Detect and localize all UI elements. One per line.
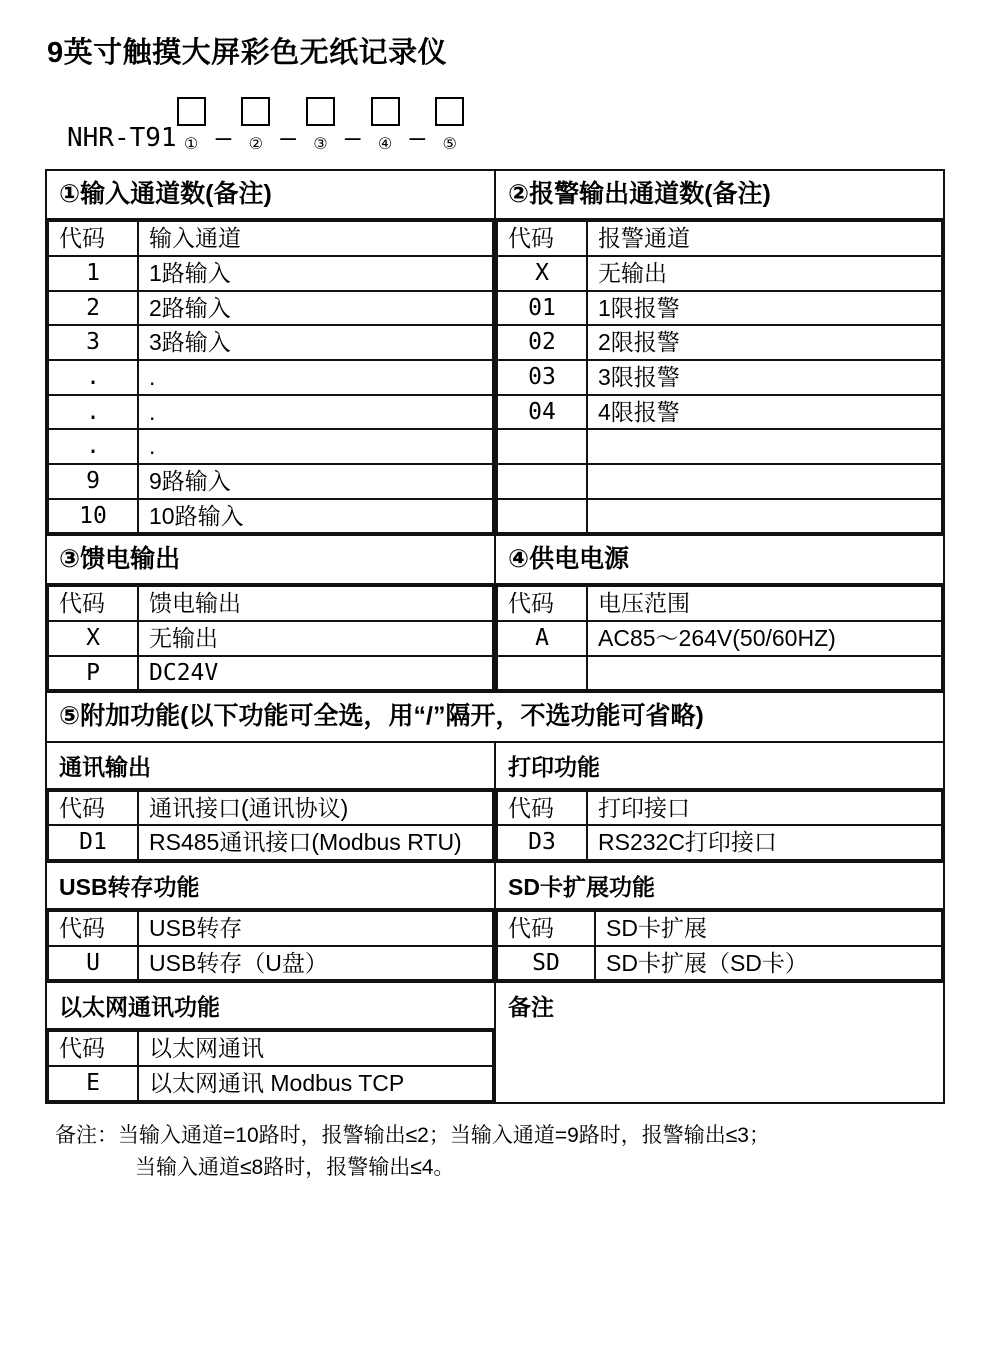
dash-3: —: [344, 123, 361, 153]
cell-usb-list: [46, 909, 495, 982]
row-desc: 以太网通讯 Modbus TCP: [138, 1066, 493, 1101]
code-group-4: [371, 97, 400, 153]
table-row: [497, 360, 942, 395]
section-heading-feed: ③馈电输出: [59, 545, 181, 574]
row-code: 2: [48, 291, 138, 326]
table-row: [48, 621, 493, 656]
table-row: [46, 909, 944, 982]
row-code: D3: [497, 825, 587, 860]
subsection-title-print: 打印功能: [508, 753, 600, 780]
row-desc: .: [138, 429, 493, 464]
table-row: [48, 1031, 493, 1066]
row-desc: AC85～264V(50/60HZ): [587, 621, 942, 656]
table-row: [497, 429, 942, 464]
row-desc: RS232C打印接口: [587, 825, 942, 860]
cell-print-list: [495, 789, 944, 862]
table-row: [48, 291, 493, 326]
subsection-title-comm: 通讯输出: [59, 753, 151, 780]
row-code: .: [48, 429, 138, 464]
code-box-1[interactable]: [177, 97, 206, 126]
section-heading-alarm: ②报警输出通道数(备注): [508, 180, 771, 208]
subsection-title-ethernet: 以太网通讯功能: [59, 994, 220, 1021]
subsection-title-sd: SD卡扩展功能: [508, 873, 655, 900]
header-desc: 以太网通讯: [138, 1031, 493, 1066]
table-row: [497, 464, 942, 499]
table-row: [497, 499, 942, 534]
cell-sd-title: [495, 862, 944, 909]
table-row: [48, 395, 493, 430]
cell-feed-heading: [46, 535, 495, 584]
table-row: [497, 825, 942, 860]
cell-print-title: [495, 742, 944, 789]
subsection-title-remark: 备注: [508, 994, 554, 1021]
row-code: 3: [48, 325, 138, 360]
header-code: 代码: [497, 221, 587, 256]
sd-table: [496, 910, 943, 981]
header-code: 代码: [497, 911, 595, 946]
cell-alarm-heading: [495, 170, 944, 219]
header-desc: 电压范围: [587, 586, 942, 621]
table-row: [48, 586, 493, 621]
code-marker-2: ②: [248, 134, 263, 153]
row-code: 04: [497, 395, 587, 430]
table-row: [46, 982, 944, 1029]
row-code: 01: [497, 291, 587, 326]
cell-comm-list: [46, 789, 495, 862]
section-heading-extra: ⑤附加功能(以下功能可全选，用“/”隔开，不选功能可省略): [59, 702, 704, 731]
section-heading-power: ④供电电源: [508, 545, 630, 574]
header-desc: 输入通道: [138, 221, 493, 256]
page-title: 9英寸触摸大屏彩色无纸记录仪: [47, 37, 448, 69]
table-row: [48, 256, 493, 291]
row-code: 02: [497, 325, 587, 360]
table-row: [497, 946, 942, 981]
table-row: [497, 256, 942, 291]
table-row: [46, 219, 944, 535]
cell-power-heading: [495, 535, 944, 584]
table-row: [497, 221, 942, 256]
code-box-3[interactable]: [306, 97, 335, 126]
table-row: [497, 586, 942, 621]
row-desc: 9路输入: [138, 464, 493, 499]
row-desc: SD卡扩展（SD卡）: [595, 946, 942, 981]
row-code: SD: [497, 946, 595, 981]
footnote-line-1: 备注：当输入通道=10路时，报警输出≤2；当输入通道=9路时，报警输出≤3；: [55, 1123, 770, 1147]
table-row: [497, 325, 942, 360]
table-row: [497, 395, 942, 430]
cell-remark: [495, 982, 944, 1102]
print-table: [496, 790, 943, 861]
row-desc: RS485通讯接口(Modbus RTU): [138, 825, 493, 860]
table-row: [48, 911, 493, 946]
comm-table: [47, 790, 494, 861]
footnote-line-2: 当输入通道≤8路时，报警输出≤4。: [135, 1156, 455, 1180]
row-desc: 1路输入: [138, 256, 493, 291]
footnote: [45, 1120, 945, 1185]
row-desc: 1限报警: [587, 291, 942, 326]
table-row: [48, 221, 493, 256]
feed-output-table: [47, 585, 494, 691]
cell-input-heading: [46, 170, 495, 219]
header-code: 代码: [48, 586, 138, 621]
row-desc: 无输出: [138, 621, 493, 656]
row-code: .: [48, 360, 138, 395]
model-prefix: NHR-T91: [67, 123, 177, 153]
input-channel-table: [47, 220, 494, 534]
cell-usb-title: [46, 862, 495, 909]
row-desc: .: [138, 360, 493, 395]
power-supply-table: [496, 585, 943, 691]
header-code: 代码: [48, 1031, 138, 1066]
cell-sd-list: [495, 909, 944, 982]
section-heading-input: ①输入通道数(备注): [59, 180, 272, 208]
table-row: [46, 170, 944, 219]
code-marker-5: ⑤: [442, 134, 457, 153]
table-row: [48, 499, 493, 534]
row-desc: 2路输入: [138, 291, 493, 326]
table-row: [48, 946, 493, 981]
table-row: [48, 464, 493, 499]
header-desc: 通讯接口(通讯协议): [138, 791, 493, 826]
code-box-2[interactable]: [241, 97, 270, 126]
table-row: [48, 791, 493, 826]
cell-comm-title: [46, 742, 495, 789]
table-row: [497, 791, 942, 826]
table-row: [48, 1066, 493, 1101]
header-desc: SD卡扩展: [595, 911, 942, 946]
row-code: 1: [48, 256, 138, 291]
header-code: 代码: [48, 911, 138, 946]
subsection-title-usb: USB转存功能: [59, 873, 200, 900]
table-row: [48, 429, 493, 464]
row-code: P: [48, 656, 138, 691]
dash-1: —: [215, 123, 232, 153]
cell-ethernet-list: [46, 1029, 495, 1102]
header-code: 代码: [48, 221, 138, 256]
cell-extra-heading: [46, 692, 944, 741]
table-row: [46, 584, 944, 692]
table-row: [497, 621, 942, 656]
code-box-4[interactable]: [371, 97, 400, 126]
cell-power-list: [495, 584, 944, 692]
row-desc: 无输出: [587, 256, 942, 291]
spec-table: [45, 169, 945, 1104]
code-group-5: [435, 97, 464, 153]
code-group-2: [241, 97, 270, 153]
row-code: D1: [48, 825, 138, 860]
cell-ethernet-title: [46, 982, 495, 1029]
row-desc: 3限报警: [587, 360, 942, 395]
ethernet-table: [47, 1030, 494, 1101]
header-code: 代码: [497, 586, 587, 621]
table-row: [497, 291, 942, 326]
table-row: [48, 360, 493, 395]
header-desc: 报警通道: [587, 221, 942, 256]
header-code: 代码: [48, 791, 138, 826]
table-row: [46, 535, 944, 584]
row-desc: 2限报警: [587, 325, 942, 360]
table-row: [48, 825, 493, 860]
header-desc: USB转存: [138, 911, 493, 946]
table-row: [46, 862, 944, 909]
header-desc: 打印接口: [587, 791, 942, 826]
row-code: 10: [48, 499, 138, 534]
cell-input-list: [46, 219, 495, 535]
model-code-row: [45, 97, 945, 153]
table-row: [46, 789, 944, 862]
table-row: [497, 656, 942, 691]
row-code: X: [497, 256, 587, 291]
row-code: E: [48, 1066, 138, 1101]
dash-4: —: [409, 123, 426, 153]
usb-table: [47, 910, 494, 981]
code-group-3: [306, 97, 335, 153]
row-code: 03: [497, 360, 587, 395]
cell-alarm-list: [495, 219, 944, 535]
row-desc: .: [138, 395, 493, 430]
code-marker-3: ③: [313, 134, 328, 153]
alarm-output-table: [496, 220, 943, 534]
table-row: [48, 325, 493, 360]
row-code: .: [48, 395, 138, 430]
row-code: A: [497, 621, 587, 656]
header-desc: 馈电输出: [138, 586, 493, 621]
row-desc: 10路输入: [138, 499, 493, 534]
code-marker-4: ④: [377, 134, 393, 153]
table-row: [48, 656, 493, 691]
row-code: X: [48, 621, 138, 656]
dash-2: —: [280, 123, 296, 153]
header-code: 代码: [497, 791, 587, 826]
table-row: [46, 692, 944, 741]
code-box-5[interactable]: [435, 97, 464, 126]
code-group-1: [177, 97, 206, 153]
row-code: 9: [48, 464, 138, 499]
table-row: [46, 742, 944, 789]
table-row: [497, 911, 942, 946]
row-desc: DC24V: [138, 656, 493, 691]
row-desc: USB转存（U盘）: [138, 946, 493, 981]
row-code: U: [48, 946, 138, 981]
row-desc: 4限报警: [587, 395, 942, 430]
cell-feed-list: [46, 584, 495, 692]
row-desc: 3路输入: [138, 325, 493, 360]
code-marker-1: ①: [183, 134, 199, 153]
